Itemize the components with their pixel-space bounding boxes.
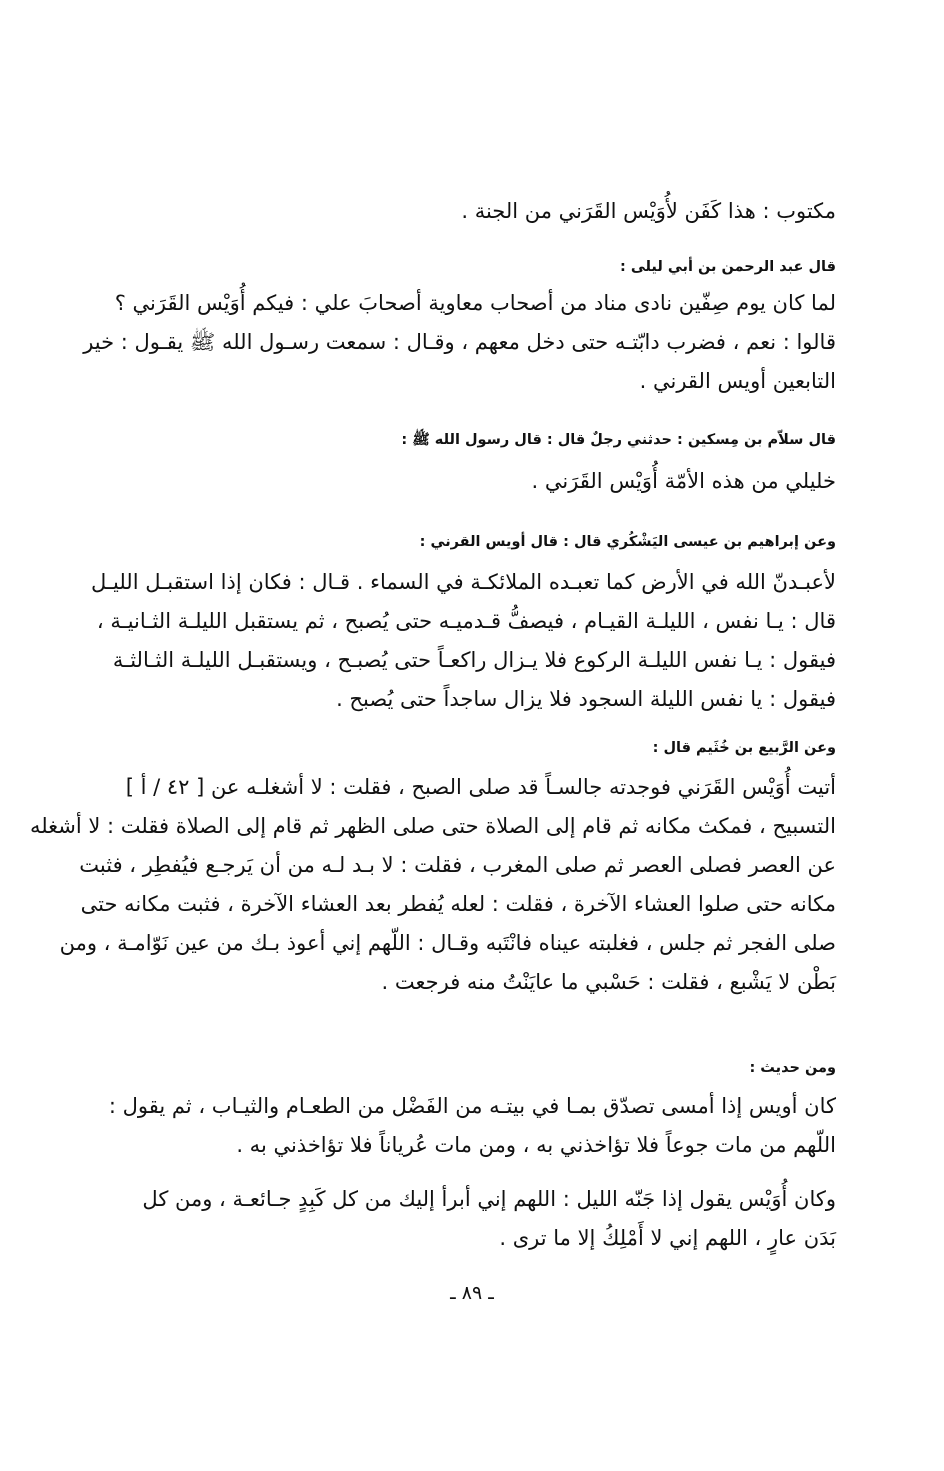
section-heading: قال عبد الرحمن بن أبي ليلى : xyxy=(620,259,836,275)
text-line: صلى الفجر ثم جلس ، فغلبته عيناه فانْتَبه وقـال : اللّهم إني أعوذ بـك من عين نَوّامـة ، ومن xyxy=(59,931,836,955)
section-heading: قال سلاّم بن مِسكين : حدثني رجلٌ قال : قال رسول الله ﷺ : xyxy=(401,432,836,448)
text-line: قال : يـا نفس ، الليلـة القيـام ، فيصفُّ قـدميـه حتى يُصبح ، ثم يستقبل الليلـة الثـانيـة ، xyxy=(96,609,836,633)
text-line: لما كان يوم صِفّين نادى مناد من أصحاب معاوية أصحابَ علي : فيكم أُوَيْس القَرَني ؟ xyxy=(114,291,836,315)
text-line: مكانه حتى صلوا العشاء الآخرة ، فقلت : لعله يُفطر بعد العشاء الآخرة ، فثبت مكانه حتى xyxy=(80,892,836,916)
text-line: فيقول : يـا نفس الليلـة الركوع فلا يـزال راكعـاً حتى يُصبـح ، ويستقبـل الليلـة الثـالثـة xyxy=(112,648,836,672)
text-line: عن العصر فصلى العصر ثم صلى المغرب ، فقلت : لا بـد لـه من أن يَرجـع فيُفطِر ، فثبت xyxy=(79,853,836,877)
text-line: مكتوب : هذا كَفَن لأُوَيْس القَرَني من الجنة . xyxy=(461,199,836,223)
text-line: بَدَن عارٍ ، اللهم إني لا أَمْلِكُ إلا ما ترى . xyxy=(499,1226,836,1250)
text-line: لأعبـدنّ الله في الأرض كما تعبـده الملائكـة في السماء . قـال : فكان إذا استقبـل الليـل xyxy=(90,570,836,594)
section-heading: ومن حديث : xyxy=(749,1060,836,1076)
text-line: كان أويس إذا أمسى تصدّق بمـا في بيتـه من الفَضْل من الطعـام والثيـاب ، ثم يقول : xyxy=(108,1094,836,1118)
text-line: التسبيح ، فمكث مكانه ثم قام إلى الصلاة حتى صلى الظهر ثم قام إلى الصلاة فقلت : لا أشغله xyxy=(29,814,836,838)
text-line: التابعين أويس القرني . xyxy=(639,369,836,393)
text-line: قالوا : نعم ، فضرب دابّتـه حتى دخل معهم ، وقـال : سمعت رسـول الله ﷺ يقـول : خير xyxy=(83,330,836,354)
section-heading: وعن الرَّبيع بن خُثَيم قال : xyxy=(652,740,836,756)
text-line: اللّهم من مات جوعاً فلا تؤاخذني به ، ومن مات عُرياناً فلا تؤاخذني به . xyxy=(236,1133,836,1157)
page-number: ـ ٨٩ ـ xyxy=(450,1282,494,1304)
text-line: خليلي من هذه الأمّة أُوَيْس القَرَني . xyxy=(531,469,836,493)
section-heading: وعن إبراهيم بن عيسى اليَشْكُري قال : قال أويس القرني : xyxy=(419,534,836,550)
text-line: فيقول : يا نفس الليلة السجود فلا يزال ساجداً حتى يُصبح . xyxy=(336,687,836,711)
text-line: وكان أُوَيْس يقول إذا جَنّه الليل : اللهم إني أبرأ إليك من كل كَبِدٍ جـائعـة ، ومن كل xyxy=(142,1187,836,1211)
text-line: بَطْن لا يَشْبع ، فقلت : حَسْبي ما عايَنْتُ منه فرجعت . xyxy=(381,970,836,994)
text-line: أتيت أُوَيْس القَرَني فوجدته جالسـاً قد صلى الصبح ، فقلت : لا أشغلـه عن [ ٤٢ / أ ] xyxy=(125,775,836,799)
